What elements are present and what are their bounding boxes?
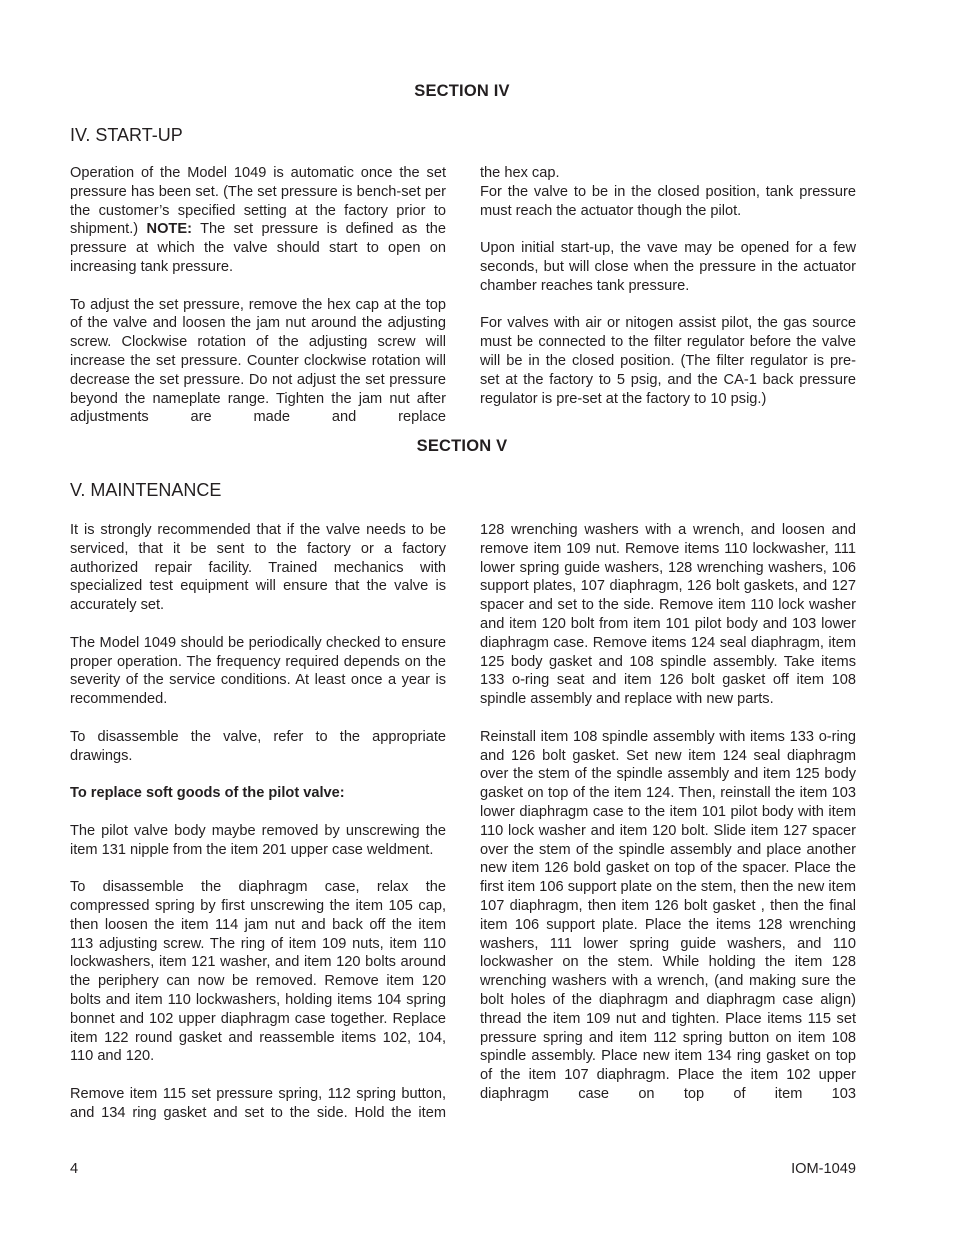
maintenance-paragraph-3: To disassemble the valve, refer to the appropriate drawings. <box>70 728 446 764</box>
startup-left-column <box>70 164 446 427</box>
maintenance-left-column <box>70 521 446 1123</box>
maintenance-right-column <box>480 521 856 1104</box>
startup-paragraph-1: Operation of the Model 1049 is automatic once the set pressure has been set. (The set pressure is bench-set per the customer’s specified setting at the factory prior to shipment.) NOTE: The set pressure is defined as the pressure at which the valve should start to open on increasing tank pressure. <box>70 165 446 275</box>
startup-paragraph-3: the hex cap. <box>480 165 560 181</box>
maintenance-paragraph-6: Remove item 115 set pressure spring, 112 spring button, and 134 ring gasket and set to the side. Hold the item <box>70 1085 446 1121</box>
startup-paragraph-6: For valves with air or nitogen assist pilot, the gas source must be connected to the filter regulator before the valve will be in the closed position. (The filter regulator is pre-set at the factory to 5 psig, and the CA-1 back pressure regulator is pre-set at the factory to 10 psig.) <box>480 315 856 407</box>
startup-title: IV. START-UP <box>70 125 183 145</box>
page-number: 4 <box>70 1161 79 1177</box>
note-label: NOTE: <box>146 221 192 238</box>
startup-paragraph-2: To adjust the set pressure, remove the hex cap at the top of the valve and loosen the jam nut around the adjusting screw. Clockwise rotation of the adjusting screw will increase the set pressure. Counter clockwise rotation will decrease the set pressure. Do not adjust the set pressure beyond the nameplate range. Tighten the jam nut after adjustments are made and replace <box>70 296 446 426</box>
maintenance-paragraph-2: The Model 1049 should be periodically checked to ensure proper operation. The frequency required depends on the severity of the service conditions. At least once a year is recommended. <box>70 634 446 708</box>
document-id: IOM-1049 <box>791 1161 856 1177</box>
maintenance-paragraph-5: To disassemble the diaphragm case, relax the compressed spring by first unscrewing the item 105 cap, then loosen the item 114 jam nut and back off the item 113 adjusting screw. The ring of item 109 nuts, item 110 lockwashers, item 121 washer, and item 120 bolts around the periphery can now be removed. Remove item 120 bolts and item 110 lockwashers, holding items 104 spring bonnet and 102 upper diaphragm case together. Replace item 122 round gasket and reassemble items 102, 104, 110 and 120. <box>70 879 446 1065</box>
maintenance-paragraph-7: 128 wrenching washers with a wrench, and loosen and remove item 109 nut. Remove items 110 lockwasher, 111 lower spring guide washers, 128 wrenching washers, 106 support plates, 107 diaphragm, 126 bolt gaskets, and 127 spacer and set to the side. Remove item 110 lock washer and item 120 bolt from item 101 pilot body and 103 lower diaphragm case. Remove items 124 seal diaphragm, item 125 body gasket and 108 spindle assembly. Take items 133 o-ring seat and item 126 bolt gasket off item 108 spindle assembly and replace with new parts. <box>480 522 856 708</box>
maintenance-paragraph-8: Reinstall item 108 spindle assembly with items 133 o-ring and 126 bolt gasket. Set new item 124 seal diaphragm over the stem of the spindle assembly and item 125 body gasket on top of the item 124. Then, reinstall the item 103 lower diaphragm case to the item 101 pilot body with item 110 lock washer and item 120 bolt. Slide item 127 spacer over the stem of the spindle assembly and place another new item 126 bold gasket on top of the spacer. Place the first item 106 support plate on the stem, then the new item 107 diaphragm, then item 126 bolt gasket , then the final item 106 support plate. Place the items 128 wrenching washers, 111 lower spring guide washers, and 110 lockwasher on the stem. While holding the item 128 wrenching washers with a wrench, (and making sure the bolt holes of the diaphragm and diaphragm case align) thread the item 109 nut and tighten. Place items 115 set pressure spring and item 112 spring button on item 108 spindle assembly. Place new item 134 ring gasket on top of the item 107 diaphragm. Place the item 102 upper diaphragm case on top of item 103 <box>480 728 856 1102</box>
section-v-heading: SECTION V <box>416 437 508 455</box>
maintenance-paragraph-1: It is strongly recommended that if the valve needs to be serviced, that it be sent to the factory or a factory authorized repair facility. Trained mechanics with specialized test equipment will ensure that the valve is accurately set. <box>70 522 446 614</box>
startup-paragraph-5: Upon initial start-up, the vave may be opened for a few seconds, but will close when the pressure in the actuator chamber reaches tank pressure. <box>480 240 856 294</box>
pilot-valve-subheading: To replace soft goods of the pilot valve: <box>70 785 345 802</box>
startup-paragraph-4: For the valve to be in the closed position, tank pressure must reach the actuator though the pilot. <box>480 183 856 219</box>
maintenance-paragraph-4: The pilot valve body maybe removed by unscrewing the item 131 nipple from the item 201 upper case weldment. <box>70 822 446 858</box>
section-iv-heading: SECTION IV <box>414 82 510 100</box>
maintenance-title: V. MAINTENANCE <box>70 480 222 500</box>
startup-right-column <box>480 164 856 408</box>
